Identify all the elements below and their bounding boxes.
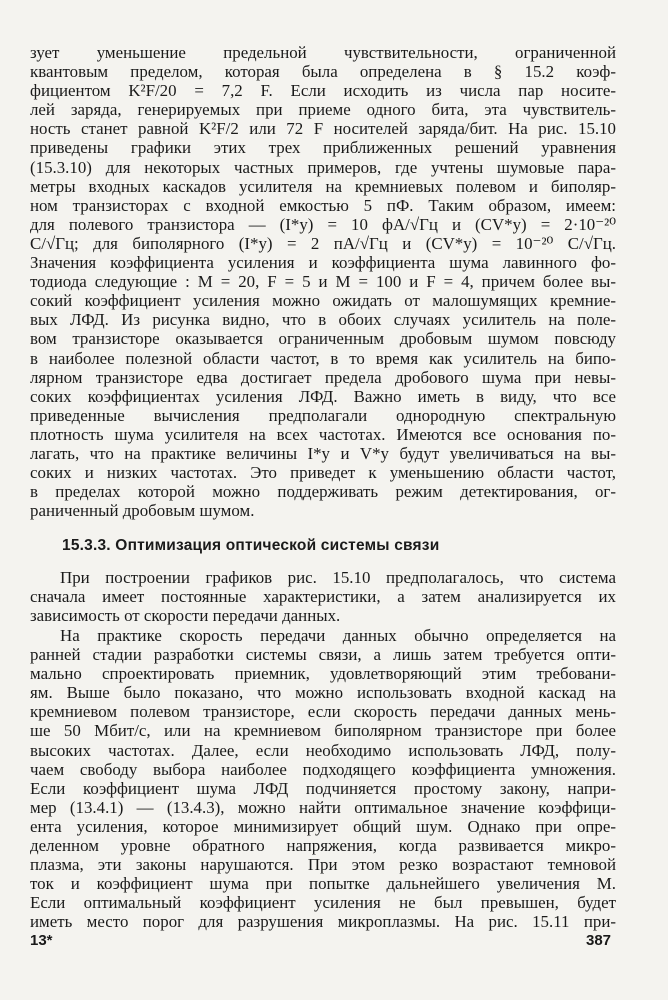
text-line: ранней стадии разработки системы связи, а лишь затем требуется опти- [30, 645, 616, 665]
text-line: ность станет равной K²F/2 или 72 F носителей заряда/бит. На рис. 15.10 [30, 119, 616, 139]
text-line: сначала имеет постоянные характеристики, а затем анализируется их [30, 587, 616, 607]
text-line: иметь место порог для разрушения микроплазмы. На рис. 15.11 при- [30, 912, 616, 932]
text-line: сокий коэффициент усиления можно ожидать от малошумящих кремние- [30, 291, 616, 311]
text-line: квантовым пределом, которая была определена в § 15.2 коэф- [30, 62, 616, 82]
signature-mark: 13* [30, 932, 53, 949]
text-line: При построении графиков рис. 15.10 предполагалось, что система [60, 568, 616, 587]
text-line: ном транзисторах с входной емкостью 5 пФ. Таким образом, имеем: [30, 195, 616, 215]
text-line: лагать, что на практике величины I*у и V*у будут увеличиваться на вы- [30, 443, 616, 463]
text-line: (15.3.10) для некоторых частных примеров, где учтены шумовые пара- [30, 157, 616, 177]
paragraph-apd-sensitivity [30, 43, 616, 520]
text-line: метры входных каскадов усилителя на кремниевых полевом и биполяр- [30, 176, 616, 196]
text-line: лярном транзисторе едва достигает предела дробового шума при невы- [30, 367, 616, 387]
page-number: 387 [586, 932, 612, 949]
text-line: приведены графики этих трех приближенных решений уравнения [30, 138, 616, 158]
text-line: вом транзисторе оказывается ограниченным дробовым шумом повсюду [30, 329, 616, 349]
text-line: плотность шума усилителя на всех частотах. Имеются все основания по- [30, 424, 616, 444]
text-line: соких коэффициентах усиления ЛФД. Важно иметь в виду, что все [30, 386, 616, 406]
text-line: На практике скорость передачи данных обычно определяется на [60, 626, 616, 645]
text-line: ше 50 Мбит/с, или на кремниевом биполярном транзисторе при более [30, 721, 616, 741]
text-line: соких и низких частотах. Это приведет к уменьшению области частот, [30, 463, 616, 483]
text-line: в пределах которой можно поддерживать режим детектирования, ог- [30, 482, 616, 502]
text-line: мер (13.4.1) — (13.4.3), можно найти оптимальное значение коэффици- [30, 797, 616, 817]
text-line: C/√Гц; для биполярного (I*у) = 2 пА/√Гц и (CV*у) = 10⁻²⁰ C/√Гц. [30, 233, 616, 253]
text-line: в наиболее полезной области частот, в то время как усилитель на бипо- [30, 348, 616, 368]
text-line: раниченный дробовым шумом. [30, 501, 255, 521]
text-line: деленном уровне обратного напряжения, когда развивается микро- [30, 836, 616, 856]
text-line: Если коэффициент шума ЛФД подчиняется простому закону, напри- [30, 778, 616, 798]
section-heading: 15.3.3. Оптимизация оптической системы связи [62, 537, 440, 554]
text-line: плазма, эти законы нарушаются. При этом резко возрастают темновой [30, 855, 616, 875]
text-line: зависимость от скорости передачи данных. [30, 606, 341, 626]
text-line: приведенные вычисления предполагали однородную спектральную [30, 405, 616, 425]
text-line: вых ЛФД. Из рисунка видно, что в обоих случаях усилитель на поле- [30, 310, 616, 330]
text-line: для полевого транзистора — (I*у) = 10 фА/√Гц и (CV*у) = 2·10⁻²⁰ [30, 214, 616, 234]
text-line: ям. Выше было показано, что можно использовать входной каскад на [30, 683, 616, 703]
paragraph-system-optimization [30, 626, 616, 932]
text-line: ента усиления, которое минимизирует общий шум. Однако при опре- [30, 816, 616, 836]
text-line: высоких частотах. Далее, если необходимо использовать ЛФД, полу- [30, 740, 616, 760]
text-line: зует уменьшение предельной чувствительности, ограниченной [30, 43, 616, 62]
paragraph-graph-assumption [30, 568, 616, 625]
text-line: Значения коэффициента усиления и коэффициента шума лавинного фо- [30, 253, 616, 273]
text-line: ток и коэффициент шума при попытке дальнейшего увеличения M. [30, 874, 616, 894]
text-line: тодиода следующие : M = 20, F = 5 и M = 100 и F = 4, причем более вы- [30, 272, 616, 292]
text-line: лей заряда, генерируемых при приеме одного бита, эта чувствитель- [30, 100, 616, 120]
text-line: кремниевом полевом транзисторе, если скорость передачи данных мень- [30, 702, 616, 722]
text-line: чаем свободу выбора наиболее подходящего коэффициента умножения. [30, 759, 616, 779]
text-line: мально спроектировать приемник, удовлетворяющий этим требовани- [30, 664, 616, 684]
text-line: фициентом K²F/20 = 7,2 F. Если исходить из числа пар носите- [30, 81, 616, 101]
text-line: Если оптимальный коэффициент усиления не был превышен, будет [30, 893, 616, 913]
